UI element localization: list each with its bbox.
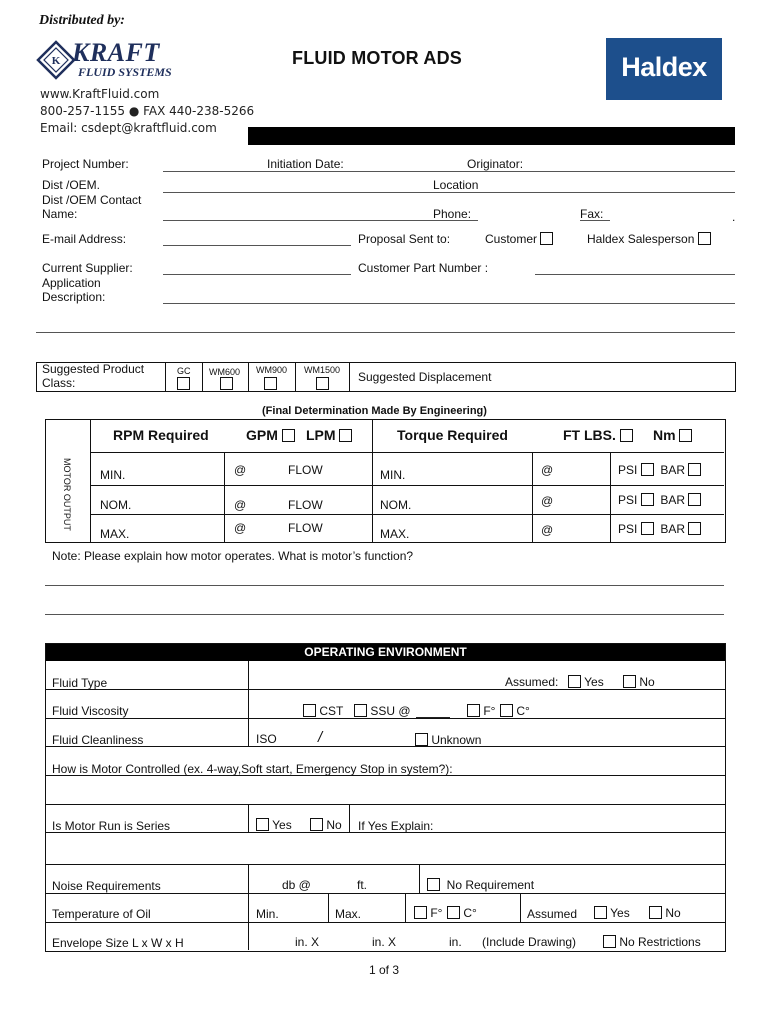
- psi-max-label: PSI: [618, 522, 638, 536]
- psi-nom-label: PSI: [618, 493, 638, 507]
- kraft-diamond-icon: [36, 40, 76, 80]
- gpm-checkbox[interactable]: [282, 429, 295, 442]
- gpm-label: GPM: [246, 427, 278, 443]
- name-label: Name:: [42, 207, 78, 221]
- header-black-bar: [248, 127, 735, 145]
- ssu-checkbox[interactable]: [354, 704, 367, 717]
- customer-checkbox[interactable]: [540, 232, 553, 245]
- envelope-size-label: Envelope Size L x W x H: [52, 936, 184, 950]
- dist-oem-field[interactable]: [163, 192, 735, 193]
- no-requirement-option[interactable]: [427, 878, 534, 892]
- psi-bar-min[interactable]: [618, 463, 701, 477]
- application-description-field[interactable]: [163, 303, 735, 304]
- env-vline-c: [349, 804, 350, 832]
- bar-min-checkbox[interactable]: [688, 463, 701, 476]
- lpm-checkbox[interactable]: [339, 429, 352, 442]
- flow-min-label: FLOW: [288, 463, 323, 477]
- distributed-by-label: Distributed by:: [39, 13, 125, 28]
- flow-nom-at: @: [234, 498, 247, 512]
- unknown-label: Unknown: [431, 733, 482, 747]
- initiation-date-label: Initiation Date:: [267, 157, 344, 171]
- gc-checkbox[interactable]: [177, 377, 190, 390]
- wm900-label: WM900: [256, 365, 288, 375]
- wm600-checkbox[interactable]: [220, 377, 233, 390]
- torque-nom-label: NOM.: [380, 498, 412, 512]
- temp-yes-checkbox[interactable]: [594, 906, 607, 919]
- current-supplier-field[interactable]: [163, 274, 351, 275]
- dist-oem-contact-label: Dist /OEM Contact: [42, 193, 142, 207]
- rpm-nom-label: NOM.: [100, 498, 132, 512]
- psi-bar-max[interactable]: [618, 522, 701, 536]
- ssu-label: SSU @: [370, 704, 411, 718]
- temperature-label: Temperature of Oil: [52, 907, 151, 921]
- page-number: 1 of 3: [369, 963, 400, 977]
- psi-min-checkbox[interactable]: [641, 463, 654, 476]
- cst-checkbox[interactable]: [303, 704, 316, 717]
- env-vline-f: [328, 893, 329, 922]
- kraft-website: www.KraftFluid.com: [40, 87, 160, 101]
- location-label: Location: [433, 178, 479, 192]
- mo-vline-1: [90, 419, 91, 542]
- noise-requirements-label: Noise Requirements: [52, 879, 161, 893]
- rpm-min-label: MIN.: [100, 468, 126, 482]
- env-hline-7: [45, 864, 725, 865]
- env-hline-8: [45, 893, 725, 894]
- if-yes-explain-label: If Yes Explain:: [358, 819, 434, 833]
- flow-min-at: @: [234, 463, 247, 477]
- haldex-salesperson-label: Haldex Salesperson: [587, 232, 695, 246]
- final-determination-note: (Final Determination Made By Engineering): [262, 405, 487, 417]
- unknown-option[interactable]: [415, 733, 481, 747]
- ft-lbs-label: FT LBS.: [563, 427, 616, 443]
- gc-label: GC: [177, 366, 191, 376]
- pressure-min-at: @: [541, 463, 554, 477]
- env-hline-5: [45, 804, 725, 805]
- product-class-label: [42, 362, 144, 390]
- temp-max-label: Max.: [335, 907, 362, 921]
- flow-max-label: FLOW: [288, 521, 323, 535]
- temp-c-option[interactable]: [447, 906, 477, 920]
- noise-ft-label: ft.: [357, 878, 368, 892]
- visc-f-label: F°: [483, 704, 496, 718]
- series-yes-option[interactable]: [256, 818, 292, 832]
- env-hline-1: [45, 689, 725, 690]
- temp-assumed-label: Assumed: [527, 907, 578, 921]
- temp-f-checkbox[interactable]: [414, 906, 427, 919]
- env-vline-d: [248, 864, 249, 950]
- visc-c-checkbox[interactable]: [500, 704, 513, 717]
- ft-lbs-option[interactable]: [563, 427, 633, 443]
- pc-divider-4: [295, 362, 296, 391]
- bar-max-label: BAR: [660, 522, 686, 536]
- fluid-type-assumed: [505, 675, 558, 689]
- fax-end-dot: .: [732, 210, 736, 224]
- env-hline-3: [45, 746, 725, 747]
- psi-max-checkbox[interactable]: [641, 522, 654, 535]
- env-hline-2: [45, 718, 725, 719]
- mo-vline-5: [610, 452, 611, 542]
- mo-hline-1: [90, 452, 724, 453]
- bar-nom-label: BAR: [660, 493, 686, 507]
- fluid-cleanliness-label: Fluid Cleanliness: [52, 733, 144, 747]
- kraft-brand-name: KRAFT: [72, 38, 160, 67]
- email-label: E-mail Address:: [42, 232, 127, 246]
- temp-f-label: F°: [430, 906, 443, 920]
- envelope-h-unit: in.: [449, 935, 462, 949]
- proposal-sent-label: Proposal Sent to:: [358, 232, 451, 246]
- application-label: Application: [42, 276, 101, 290]
- torque-required-header: Torque Required: [397, 427, 508, 443]
- env-vline-a: [248, 661, 249, 746]
- kraft-brand-sub: FLUID SYSTEMS: [78, 65, 172, 79]
- series-no-checkbox[interactable]: [310, 818, 323, 831]
- no-restrictions-label: No Restrictions: [619, 935, 701, 949]
- torque-min-label: MIN.: [380, 468, 406, 482]
- ft-lbs-checkbox[interactable]: [620, 429, 633, 442]
- fluid-type-assumed-label: Assumed:: [505, 675, 559, 689]
- fax-field-stub[interactable]: [580, 220, 610, 221]
- pc-divider-3: [248, 362, 249, 391]
- series-no-option[interactable]: [310, 818, 342, 832]
- product-class-label-line1: Suggested Product: [42, 362, 145, 376]
- motor-controlled-label: How is Motor Controlled (ex. 4-way,Soft start, Emergency Stop in system?):: [52, 762, 453, 776]
- include-drawing-label: (Include Drawing): [482, 935, 577, 949]
- fluid-type-yes-checkbox[interactable]: [568, 675, 581, 688]
- series-no-label: No: [326, 818, 342, 832]
- ssu-option[interactable]: [354, 704, 411, 718]
- temp-c-checkbox[interactable]: [447, 906, 460, 919]
- env-vline-e: [419, 864, 420, 893]
- haldex-logo-text: Haldex: [621, 52, 707, 82]
- psi-min-label: PSI: [618, 463, 638, 477]
- db-at-label: db @: [282, 878, 311, 892]
- no-requirement-checkbox[interactable]: [427, 878, 440, 891]
- motor-function-line-1[interactable]: [45, 585, 724, 586]
- temp-yes-label: Yes: [610, 906, 630, 920]
- bar-min-label: BAR: [660, 463, 686, 477]
- name-field[interactable]: [163, 220, 478, 221]
- cst-label: CST: [319, 704, 344, 718]
- env-vline-h: [520, 893, 521, 922]
- visc-f-checkbox[interactable]: [467, 704, 480, 717]
- nm-label: Nm: [653, 427, 676, 443]
- pc-divider-2: [202, 362, 203, 391]
- no-requirement-label: No Requirement: [446, 878, 535, 892]
- viscosity-temp-field[interactable]: [416, 717, 450, 718]
- fluid-type-no-checkbox[interactable]: [623, 675, 636, 688]
- project-number-label: Project Number:: [42, 157, 129, 171]
- env-vline-g: [405, 893, 406, 922]
- motor-output-side-text: MOTOR OUTPUT: [62, 458, 72, 531]
- fluid-type-label: Fluid Type: [52, 676, 108, 690]
- fluid-viscosity-label: Fluid Viscosity: [52, 704, 129, 718]
- series-yes-checkbox[interactable]: [256, 818, 269, 831]
- iso-slash: /: [318, 729, 323, 746]
- kraft-email: Email: csdept@kraftfluid.com: [40, 121, 217, 135]
- lpm-label: LPM: [306, 427, 336, 443]
- email-field[interactable]: [163, 245, 351, 246]
- project-number-field[interactable]: [163, 171, 735, 172]
- operating-environment-title: OPERATING ENVIRONMENT: [304, 645, 467, 659]
- mo-hline-3: [90, 514, 724, 515]
- wm1500-checkbox[interactable]: [316, 377, 329, 390]
- pc-divider-1: [165, 362, 166, 391]
- psi-bar-nom[interactable]: [618, 493, 701, 507]
- unknown-checkbox[interactable]: [415, 733, 428, 746]
- envelope-l-unit: in. X: [295, 935, 320, 949]
- visc-c-option[interactable]: [500, 704, 530, 718]
- visc-f-option[interactable]: [467, 704, 495, 718]
- no-restrictions-option[interactable]: [603, 935, 701, 949]
- mo-hline-2: [90, 485, 724, 486]
- dist-oem-label: Dist /OEM.: [42, 178, 101, 192]
- description-label: Description:: [42, 290, 106, 304]
- flow-nom-label: FLOW: [288, 498, 323, 512]
- temp-c-label: C°: [463, 906, 477, 920]
- pressure-max-at: @: [541, 523, 554, 537]
- motor-output-side-label: [52, 458, 82, 531]
- temp-f-option[interactable]: [414, 906, 442, 920]
- cst-option[interactable]: [303, 704, 343, 718]
- wm600-label: WM600: [209, 367, 241, 377]
- haldex-logo: [606, 38, 722, 100]
- motor-function-note: Note: Please explain how motor operates. What is motor’s function?: [52, 549, 414, 563]
- series-yes-label: Yes: [272, 818, 292, 832]
- temp-yes-option[interactable]: [594, 906, 630, 920]
- envelope-w-unit: in. X: [372, 935, 397, 949]
- wm900-checkbox[interactable]: [264, 377, 277, 390]
- temp-no-option[interactable]: [649, 906, 681, 920]
- bar-max-checkbox[interactable]: [688, 522, 701, 535]
- nm-checkbox[interactable]: [679, 429, 692, 442]
- visc-c-label: C°: [516, 704, 530, 718]
- env-hline-9: [45, 922, 725, 923]
- product-class-label-line2: Class:: [42, 376, 76, 390]
- fluid-type-yes-label: Yes: [584, 675, 604, 689]
- run-in-series-label: Is Motor Run is Series: [52, 819, 171, 833]
- mo-vline-4: [532, 452, 533, 542]
- nm-option[interactable]: [653, 427, 692, 443]
- motor-function-line-2[interactable]: [45, 614, 724, 615]
- originator-label: Originator:: [467, 157, 524, 171]
- phone-label: Phone:: [433, 207, 472, 221]
- fluid-type-yes-option[interactable]: [568, 675, 604, 689]
- pressure-nom-at: @: [541, 494, 554, 508]
- temp-min-label: Min.: [256, 907, 279, 921]
- wm1500-label: WM1500: [304, 365, 341, 375]
- mo-vline-2: [224, 452, 225, 542]
- customer-part-number-field[interactable]: [535, 274, 735, 275]
- current-supplier-label: Current Supplier:: [42, 261, 133, 275]
- kraft-logo: [36, 40, 181, 82]
- rpm-required-header: RPM Required: [113, 427, 209, 443]
- fluid-type-no-option[interactable]: [623, 675, 655, 689]
- env-vline-b: [248, 804, 249, 832]
- haldex-salesperson-option[interactable]: [587, 232, 711, 246]
- torque-max-label: MAX.: [380, 527, 410, 541]
- pc-divider-5: [349, 362, 350, 391]
- temp-no-checkbox[interactable]: [649, 906, 662, 919]
- suggested-displacement-label: Suggested Displacement: [358, 370, 492, 384]
- temp-no-label: No: [665, 906, 681, 920]
- fluid-type-no-label: No: [639, 675, 655, 689]
- mo-vline-3: [372, 419, 373, 542]
- lpm-option[interactable]: [306, 427, 352, 443]
- page-title: FLUID MOTOR ADS: [292, 48, 462, 68]
- haldex-salesperson-checkbox[interactable]: [698, 232, 711, 245]
- flow-max-at: @: [234, 521, 247, 535]
- fax-label: Fax:: [580, 207, 604, 221]
- customer-part-number-label: Customer Part Number :: [358, 261, 489, 275]
- no-restrictions-checkbox[interactable]: [603, 935, 616, 948]
- bar-nom-checkbox[interactable]: [688, 493, 701, 506]
- rpm-max-label: MAX.: [100, 527, 130, 541]
- svg-text:K: K: [51, 55, 61, 67]
- gpm-option[interactable]: [246, 427, 295, 443]
- iso-label: ISO: [256, 732, 277, 746]
- customer-option[interactable]: [485, 232, 553, 246]
- kraft-phone-fax: 800-257-1155 ● FAX 440-238-5266: [40, 104, 255, 118]
- psi-nom-checkbox[interactable]: [641, 493, 654, 506]
- description-field-line2[interactable]: [36, 332, 735, 333]
- customer-label: Customer: [485, 232, 538, 246]
